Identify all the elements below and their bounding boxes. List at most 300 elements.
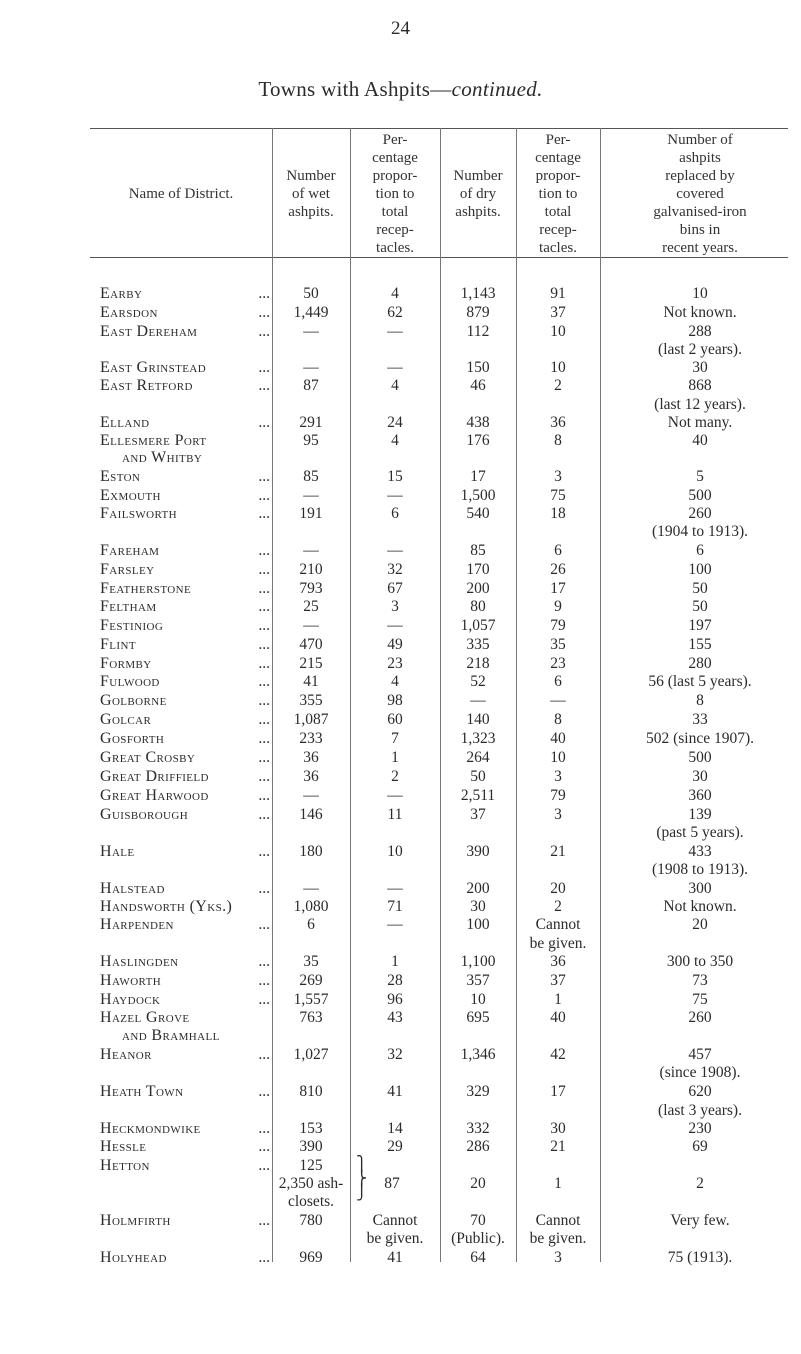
cell-c5: 433 <box>688 843 712 860</box>
cell-c1: closets. <box>287 1193 335 1210</box>
leader-dots: ... <box>258 1083 270 1100</box>
leader-dots: ... <box>258 487 270 504</box>
cell-c2: 11 <box>387 806 403 823</box>
cell-c2: 4 <box>391 673 399 690</box>
header-bottom-rule <box>90 257 788 258</box>
cell-c4: 8 <box>554 432 562 449</box>
page-title <box>0 77 801 102</box>
cell-c5: 5 <box>696 468 704 485</box>
cell-c5: (1904 to 1913). <box>651 523 748 540</box>
cell-c5: (last 3 years). <box>658 1102 742 1119</box>
cell-c3: 170 <box>466 561 490 578</box>
cell-c4: 37 <box>550 304 566 321</box>
district-name: Haydock <box>100 991 161 1008</box>
header-line: Per- <box>382 132 408 148</box>
cell-c1: 763 <box>299 1009 323 1026</box>
table-row <box>0 711 801 729</box>
cell-c4: 21 <box>550 843 566 860</box>
cell-c4: be given. <box>529 935 587 952</box>
leader-dots: ... <box>258 711 270 728</box>
cell-c5: 500 <box>688 487 712 504</box>
column-header <box>350 131 440 257</box>
title-main: Towns with Ashpits— <box>258 77 452 101</box>
table-row <box>0 377 801 395</box>
cell-c3: 264 <box>466 749 490 766</box>
table-row <box>0 655 801 673</box>
cell-c4: 3 <box>554 806 562 823</box>
cell-c2: 60 <box>387 711 403 728</box>
cell-c3: 200 <box>466 580 490 597</box>
cell-c4: 1 <box>554 991 562 1008</box>
cell-c1: — <box>303 359 319 376</box>
cell-c3: 176 <box>466 432 490 449</box>
cell-c3: (Public). <box>451 1230 505 1247</box>
leader-dots: ... <box>258 1046 270 1063</box>
table-row <box>0 972 801 990</box>
district-name: Feltham <box>100 598 157 615</box>
table-row <box>0 935 801 953</box>
cell-c3: 20 <box>470 1175 486 1192</box>
cell-c1: 41 <box>303 673 319 690</box>
cell-c2: 62 <box>387 304 403 321</box>
cell-c1: 36 <box>303 749 319 766</box>
district-name: Heanor <box>100 1046 152 1063</box>
cell-c4: 91 <box>550 285 566 302</box>
district-name: Hazel Grove <box>100 1009 190 1026</box>
header-line: recent years. <box>662 240 738 256</box>
table-row <box>0 749 801 767</box>
cell-c4: 42 <box>550 1046 566 1063</box>
cell-c2: — <box>387 359 403 376</box>
cell-c5: 260 <box>688 505 712 522</box>
cell-c4: 9 <box>554 598 562 615</box>
cell-c5: 868 <box>688 377 712 394</box>
cell-c4: 37 <box>550 972 566 989</box>
cell-c3: 438 <box>466 414 490 431</box>
cell-c3: — <box>470 692 486 709</box>
column-header <box>272 167 350 221</box>
leader-dots: ... <box>258 749 270 766</box>
district-name: and Whitby <box>122 449 203 466</box>
cell-c2: be given. <box>366 1230 424 1247</box>
leader-dots: ... <box>258 655 270 672</box>
cell-c5: 8 <box>696 692 704 709</box>
cell-c3: 200 <box>466 880 490 897</box>
table-row <box>0 787 801 805</box>
header-line: propor- <box>535 168 581 184</box>
cell-c2: 4 <box>391 377 399 394</box>
cell-c2: — <box>387 617 403 634</box>
cell-c1: 780 <box>299 1212 323 1229</box>
cell-c2: 4 <box>391 432 399 449</box>
cell-c1: — <box>303 542 319 559</box>
cell-c4: 75 <box>550 487 566 504</box>
cell-c5: 30 <box>692 768 708 785</box>
table-row <box>0 916 801 934</box>
leader-dots: ... <box>258 972 270 989</box>
leader-dots: ... <box>258 806 270 823</box>
district-name: Failsworth <box>100 505 178 522</box>
cell-c2: — <box>387 487 403 504</box>
cell-c4: 18 <box>550 505 566 522</box>
cell-c3: 286 <box>466 1138 490 1155</box>
district-name: East Grinstead <box>100 359 207 376</box>
leader-dots: ... <box>258 1212 270 1229</box>
header-line: total <box>544 204 572 220</box>
cell-c2: 2 <box>391 768 399 785</box>
table-row <box>0 598 801 616</box>
cell-c4: 40 <box>550 730 566 747</box>
table-row <box>0 323 801 341</box>
cell-c2: 29 <box>387 1138 403 1155</box>
leader-dots: ... <box>258 1120 270 1137</box>
header-line: bins in <box>679 222 721 238</box>
cell-c1: — <box>303 880 319 897</box>
cell-c1: 291 <box>299 414 323 431</box>
district-name: Featherstone <box>100 580 192 597</box>
district-name: Haworth <box>100 972 162 989</box>
leader-dots: ... <box>258 953 270 970</box>
cell-c1: 180 <box>299 843 323 860</box>
cell-c3: 10 <box>470 991 486 1008</box>
district-name: Golcar <box>100 711 152 728</box>
cell-c4: 1 <box>554 1175 562 1192</box>
table-row <box>0 953 801 971</box>
cell-c2: 96 <box>387 991 403 1008</box>
cell-c5: (last 12 years). <box>654 396 746 413</box>
table-row <box>0 768 801 786</box>
cell-c4: 10 <box>550 749 566 766</box>
table-row <box>0 824 801 842</box>
hetton-brace: ⎫ ⎬ ⎭ <box>356 1157 368 1201</box>
cell-c3: 1,346 <box>460 1046 496 1063</box>
cell-c5: 620 <box>688 1083 712 1100</box>
cell-c5: 56 (last 5 years). <box>648 673 752 690</box>
table-row <box>0 1138 801 1156</box>
cell-c4: 2 <box>554 898 562 915</box>
header-line: tacles. <box>539 240 577 256</box>
cell-c2: 4 <box>391 285 399 302</box>
cell-c5: 288 <box>688 323 712 340</box>
leader-dots: ... <box>258 636 270 653</box>
cell-c1: 85 <box>303 468 319 485</box>
cell-c5: 6 <box>696 542 704 559</box>
cell-c2: 1 <box>391 953 399 970</box>
cell-c3: 695 <box>466 1009 490 1026</box>
cell-c5: 30 <box>692 359 708 376</box>
cell-c2: 28 <box>387 972 403 989</box>
cell-c2: 7 <box>391 730 399 747</box>
cell-c3: 357 <box>466 972 490 989</box>
cell-c1: 1,027 <box>293 1046 329 1063</box>
cell-c4: 20 <box>550 880 566 897</box>
leader-dots: ... <box>258 1138 270 1155</box>
cell-c4: 3 <box>554 768 562 785</box>
cell-c5: 139 <box>688 806 712 823</box>
cell-c2: 3 <box>391 598 399 615</box>
cell-c4: 6 <box>554 673 562 690</box>
cell-c5: 502 (since 1907). <box>645 730 755 747</box>
header-line: ashpits <box>679 150 721 166</box>
cell-c4: 40 <box>550 1009 566 1026</box>
cell-c5: Not many. <box>667 414 733 431</box>
district-name: Hale <box>100 843 135 860</box>
table-row <box>0 449 801 467</box>
cell-c1: — <box>303 787 319 804</box>
cell-c4: 35 <box>550 636 566 653</box>
cell-c4: 3 <box>554 468 562 485</box>
cell-c2: 32 <box>387 1046 403 1063</box>
cell-c5: 230 <box>688 1120 712 1137</box>
district-name: Great Harwood <box>100 787 209 804</box>
cell-c5: 50 <box>692 580 708 597</box>
table-row <box>0 505 801 523</box>
column-header <box>440 167 516 221</box>
district-name: Festiniog <box>100 617 164 634</box>
cell-c2: — <box>387 323 403 340</box>
cell-c5: (past 5 years). <box>656 824 744 841</box>
leader-dots: ... <box>258 468 270 485</box>
leader-dots: ... <box>258 377 270 394</box>
table-row <box>0 898 801 916</box>
leader-dots: ... <box>258 768 270 785</box>
cell-c1: 153 <box>299 1120 323 1137</box>
cell-c3: 1,100 <box>460 953 496 970</box>
cell-c1: 6 <box>307 916 315 933</box>
header-line: recep- <box>376 222 414 238</box>
header-line: galvanised-iron <box>653 204 747 220</box>
cell-c2: 15 <box>387 468 403 485</box>
cell-c2: 41 <box>387 1083 403 1100</box>
column-header <box>90 185 272 203</box>
header-line: centage <box>372 150 418 166</box>
cell-c4: 79 <box>550 617 566 634</box>
cell-c3: 17 <box>470 468 486 485</box>
leader-dots: ... <box>258 1157 270 1174</box>
cell-c4: Cannot <box>535 1212 581 1229</box>
cell-c1: 1,087 <box>293 711 329 728</box>
cell-c4: — <box>550 692 566 709</box>
cell-c1: 1,449 <box>293 304 329 321</box>
cell-c3: 46 <box>470 377 486 394</box>
cell-c4: 36 <box>550 414 566 431</box>
cell-c2: 98 <box>387 692 403 709</box>
header-line: Number of <box>667 132 733 148</box>
leader-dots: ... <box>258 692 270 709</box>
cell-c5: 75 (1913). <box>667 1249 733 1266</box>
district-name: Great Driffield <box>100 768 209 785</box>
cell-c5: 300 <box>688 880 712 897</box>
cell-c3: 150 <box>466 359 490 376</box>
cell-c5: 20 <box>692 916 708 933</box>
cell-c1: 1,557 <box>293 991 329 1008</box>
header-line: of dry <box>459 186 497 202</box>
cell-c4: 2 <box>554 377 562 394</box>
cell-c1: 25 <box>303 598 319 615</box>
cell-c3: 1,500 <box>460 487 496 504</box>
table-row <box>0 1249 801 1267</box>
cell-c5: 40 <box>692 432 708 449</box>
cell-c3: 390 <box>466 843 490 860</box>
cell-c5: 280 <box>688 655 712 672</box>
header-line: Name of District. <box>128 186 234 202</box>
cell-c4: Cannot <box>535 916 581 933</box>
column-header <box>600 131 800 257</box>
cell-c1: 95 <box>303 432 319 449</box>
district-name: Eston <box>100 468 141 485</box>
cell-c5: (since 1908). <box>659 1064 741 1081</box>
table-row <box>0 285 801 303</box>
cell-c3: 332 <box>466 1120 490 1137</box>
district-name: East Dereham <box>100 323 198 340</box>
district-name: Gosforth <box>100 730 165 747</box>
cell-c5: 100 <box>688 561 712 578</box>
district-name: Haslingden <box>100 953 179 970</box>
table-row <box>0 341 801 359</box>
cell-c2: 71 <box>387 898 403 915</box>
cell-c1: 390 <box>299 1138 323 1155</box>
title-continued: continued. <box>451 77 543 101</box>
cell-c4: be given. <box>529 1230 587 1247</box>
table-row <box>0 414 801 432</box>
cell-c3: 329 <box>466 1083 490 1100</box>
district-name: Fulwood <box>100 673 160 690</box>
cell-c5: (1908 to 1913). <box>651 861 748 878</box>
cell-c3: 85 <box>470 542 486 559</box>
cell-c5: 360 <box>688 787 712 804</box>
leader-dots: ... <box>258 598 270 615</box>
cell-c3: 335 <box>466 636 490 653</box>
district-name: Great Crosby <box>100 749 196 766</box>
cell-c1: 269 <box>299 972 323 989</box>
cell-c1: 969 <box>299 1249 323 1266</box>
cell-c4: 6 <box>554 542 562 559</box>
cell-c1: 793 <box>299 580 323 597</box>
table-row <box>0 1157 801 1175</box>
cell-c3: 50 <box>470 768 486 785</box>
table-row <box>0 396 801 414</box>
table-row <box>0 636 801 654</box>
cell-c2: 6 <box>391 505 399 522</box>
district-name: Fareham <box>100 542 160 559</box>
cell-c1: 191 <box>299 505 323 522</box>
cell-c1: 146 <box>299 806 323 823</box>
table-row <box>0 1102 801 1120</box>
header-line: ashpits. <box>288 204 334 220</box>
cell-c4: 3 <box>554 1249 562 1266</box>
district-name: Holyhead <box>100 1249 167 1266</box>
cell-c1: 355 <box>299 692 323 709</box>
district-name: Earsdon <box>100 304 158 321</box>
cell-c2: — <box>387 916 403 933</box>
cell-c1: — <box>303 617 319 634</box>
cell-c1: 36 <box>303 768 319 785</box>
district-name: Hetton <box>100 1157 150 1174</box>
table-row <box>0 304 801 322</box>
table-row <box>0 468 801 486</box>
leader-dots: ... <box>258 580 270 597</box>
district-name: Guisborough <box>100 806 189 823</box>
header-line: centage <box>535 150 581 166</box>
cell-c5: 155 <box>688 636 712 653</box>
cell-c3: 140 <box>466 711 490 728</box>
cell-c2: 23 <box>387 655 403 672</box>
cell-c3: 70 <box>470 1212 486 1229</box>
cell-c5: 69 <box>692 1138 708 1155</box>
header-line: covered <box>676 186 724 202</box>
cell-c2: — <box>387 880 403 897</box>
cell-c4: 21 <box>550 1138 566 1155</box>
district-name: Flint <box>100 636 136 653</box>
header-line: Number <box>286 168 336 184</box>
table-top-rule <box>90 128 788 129</box>
cell-c3: 112 <box>466 323 490 340</box>
cell-c2: 41 <box>387 1249 403 1266</box>
cell-c1: 87 <box>303 377 319 394</box>
table-row <box>0 487 801 505</box>
leader-dots: ... <box>258 304 270 321</box>
cell-c4: 23 <box>550 655 566 672</box>
leader-dots: ... <box>258 1249 270 1266</box>
header-line: propor- <box>372 168 418 184</box>
table-row <box>0 617 801 635</box>
header-line: ashpits. <box>455 204 501 220</box>
leader-dots: ... <box>258 673 270 690</box>
district-name: East Retford <box>100 377 193 394</box>
cell-c1: 233 <box>299 730 323 747</box>
header-line: tion to <box>538 186 578 202</box>
cell-c2: 32 <box>387 561 403 578</box>
cell-c3: 100 <box>466 916 490 933</box>
district-name: Holmfirth <box>100 1212 171 1229</box>
header-line: replaced by <box>665 168 735 184</box>
cell-c5: 197 <box>688 617 712 634</box>
cell-c5: 50 <box>692 598 708 615</box>
table-row <box>0 1027 801 1045</box>
cell-c1: — <box>303 487 319 504</box>
cell-c3: 1,057 <box>460 617 496 634</box>
table-row <box>0 1212 801 1230</box>
cell-c4: 26 <box>550 561 566 578</box>
district-name: Heath Town <box>100 1083 184 1100</box>
district-name: Ellesmere Port <box>100 432 207 449</box>
cell-c4: 10 <box>550 323 566 340</box>
cell-c3: 52 <box>470 673 486 690</box>
cell-c1: 810 <box>299 1083 323 1100</box>
table-row <box>0 561 801 579</box>
table-row <box>0 1230 801 1248</box>
district-name: Earby <box>100 285 143 302</box>
cell-c2: Cannot <box>372 1212 418 1229</box>
cell-c1: — <box>303 323 319 340</box>
cell-c3: 64 <box>470 1249 486 1266</box>
cell-c3: 540 <box>466 505 490 522</box>
cell-c5: 457 <box>688 1046 712 1063</box>
cell-c4: 30 <box>550 1120 566 1137</box>
table-row <box>0 861 801 879</box>
cell-c5: 33 <box>692 711 708 728</box>
cell-c4: 17 <box>550 1083 566 1100</box>
leader-dots: ... <box>258 359 270 376</box>
leader-dots: ... <box>258 285 270 302</box>
leader-dots: ... <box>258 787 270 804</box>
cell-c2: — <box>387 787 403 804</box>
district-name: Exmouth <box>100 487 161 504</box>
header-line: Number <box>453 168 503 184</box>
table-row <box>0 542 801 560</box>
cell-c1: 210 <box>299 561 323 578</box>
cell-c3: 37 <box>470 806 486 823</box>
